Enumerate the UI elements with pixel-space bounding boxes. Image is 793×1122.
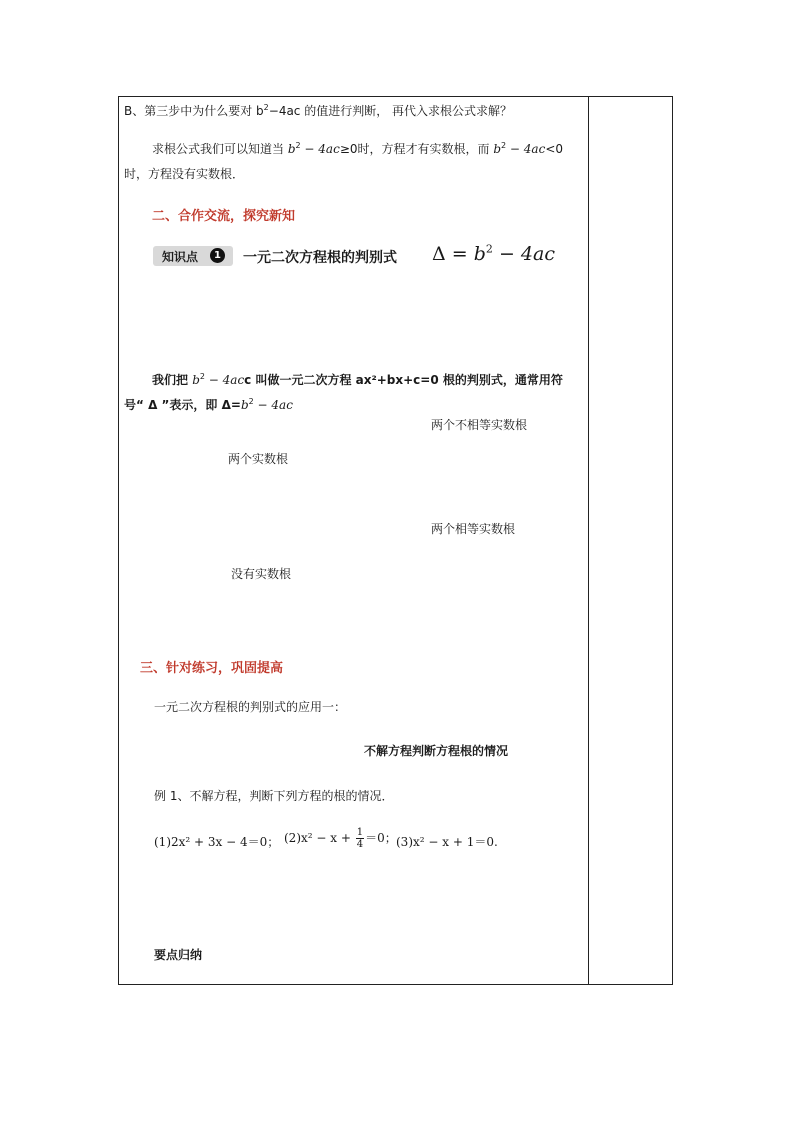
equation-2-fraction (356, 827, 364, 850)
application-intro: 一元二次方程根的判别式的应用一： (154, 700, 347, 714)
example-title: 例 1、不解方程，判断下列方程的根的情况． (154, 789, 394, 803)
equation-2-post: ＝0； (365, 831, 397, 845)
answer-line-1 (152, 140, 563, 157)
answer-text-1: 求根公式我们可以知道当 (152, 142, 288, 156)
case-two-distinct-roots: 两个不相等实数根 (431, 418, 528, 432)
formula-rest: − 4ac (492, 243, 555, 265)
application-subtitle: 不解方程判断方程根的情况 (364, 744, 509, 758)
definition-math-sup-2: 2 (248, 397, 254, 406)
formula-sup: 2 (485, 242, 493, 256)
definition-text-3: 号“ Δ ”表示，即 Δ= (124, 398, 241, 412)
example-equation-1: (1)2x² + 3x − 4＝0； (154, 835, 280, 849)
question-b-prefix: B、第三步中为什么要对 b (124, 104, 264, 118)
formula-delta: Δ = (432, 243, 474, 265)
definition-line-2 (124, 396, 293, 413)
definition-math-4ac-2: − 4ac (253, 398, 293, 412)
section-3-title: 三、针对练习，巩固提高 (140, 661, 284, 676)
formula-b: b (473, 243, 486, 265)
table-column-divider (588, 96, 589, 985)
knowledge-point-label: 知识点 (162, 250, 199, 264)
definition-text-2: c 叫做一元二次方程 ax²+bx+c=0 根的判别式，通常用符 (244, 373, 563, 387)
knowledge-point-number: 1 (210, 248, 225, 263)
answer-math-sup: 2 (295, 141, 301, 150)
definition-math-b: b (192, 373, 200, 387)
knowledge-point-title: 一元二次方程根的判别式 (243, 250, 397, 266)
section-2-title: 二、合作交流，探究新知 (152, 209, 296, 224)
discriminant-formula (432, 243, 555, 265)
question-b-sup: 2 (263, 103, 269, 112)
answer-text-end: <0 (545, 142, 564, 156)
summary-title: 要点归纳 (154, 948, 203, 962)
answer-math-b: b (287, 142, 296, 156)
equation-2-pre: (2)x² − x + (284, 831, 355, 845)
case-two-real-roots: 两个实数根 (228, 452, 289, 466)
answer-math-sup-2: 2 (501, 141, 507, 150)
case-two-equal-roots: 两个相等实数根 (431, 522, 516, 536)
answer-math-b-2: b (493, 142, 502, 156)
definition-line-1 (152, 371, 563, 388)
case-no-real-roots: 没有实数根 (231, 567, 292, 581)
question-b-rest: −4ac 的值进行判断， 再代入求根公式求解？ (268, 104, 513, 118)
content-table (118, 96, 673, 985)
example-equation-3: (3)x² − x + 1＝0. (396, 835, 498, 849)
answer-line-2: 时，方程没有实数根． (124, 167, 245, 181)
definition-math-sup: 2 (199, 372, 205, 381)
example-equation-2 (284, 827, 397, 850)
answer-text-2: ≥0时，方程才有实数根，而 (339, 142, 494, 156)
definition-text-1: 我们把 (152, 373, 193, 387)
answer-math-4ac: − 4ac (300, 142, 340, 156)
definition-math-4ac: − 4ac (204, 373, 245, 387)
fraction-numerator: 1 (356, 827, 364, 838)
answer-math-4ac-2: − 4ac (506, 142, 546, 156)
definition-math-b-2: b (240, 398, 249, 412)
fraction-denominator: 4 (356, 839, 364, 850)
question-b (124, 102, 512, 119)
